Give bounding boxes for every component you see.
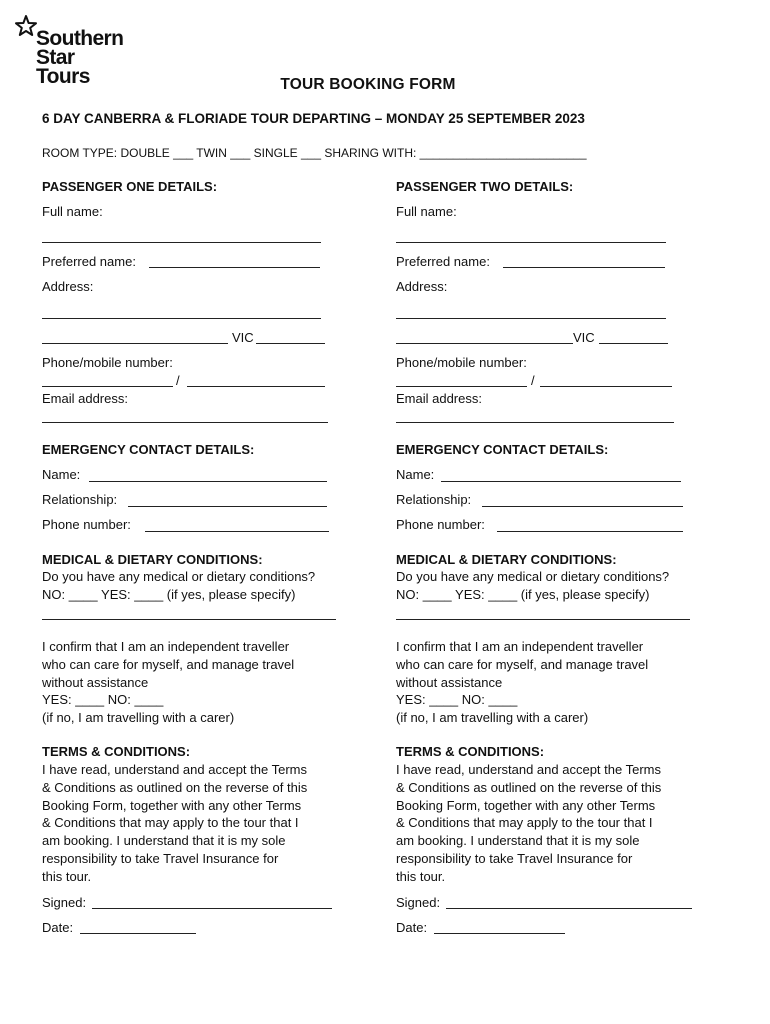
passenger-one-heading: PASSENGER ONE DETAILS: [42,179,218,194]
terms-line7: this tour. [42,869,92,884]
mobile-field[interactable] [540,386,672,387]
address-label: Address: [396,279,448,294]
independent-carer-note: (if no, I am travelling with a carer) [396,710,589,725]
emergency-relationship-label: Relationship: [396,492,472,507]
medical-heading: MEDICAL & DIETARY CONDITIONS: [396,552,617,567]
passenger-two-heading: PASSENGER TWO DETAILS: [396,179,574,194]
preferred-name-field[interactable] [503,267,665,268]
address-suburb-field[interactable] [396,343,573,344]
independent-line2: who can care for myself, and manage travel [396,657,649,672]
signature-field[interactable] [92,908,332,909]
independent-line3: without assistance [42,675,149,690]
state-label: VIC [232,330,254,345]
full-name-field[interactable] [42,242,321,243]
medical-heading: MEDICAL & DIETARY CONDITIONS: [42,552,263,567]
date-field[interactable] [80,933,196,934]
emergency-phone-field[interactable] [145,531,329,532]
emergency-phone-field[interactable] [497,531,683,532]
preferred-name-label: Preferred name: [42,254,136,269]
terms-line4: & Conditions that may apply to the tour that I [396,815,653,830]
medical-answer-line[interactable]: NO: ____ YES: ____ (if yes, please specify) [42,587,296,602]
signature-field[interactable] [446,908,692,909]
address-label: Address: [42,279,94,294]
phone-field[interactable] [396,386,527,387]
address-field-line1[interactable] [396,318,666,319]
terms-line3: Booking Form, together with any other Terms [42,798,302,813]
phone-label: Phone/mobile number: [396,355,527,370]
phone-label: Phone/mobile number: [42,355,173,370]
medical-question: Do you have any medical or dietary conditions? [42,569,316,584]
terms-line6: responsibility to take Travel Insurance for [396,851,633,866]
email-label: Email address: [396,391,482,406]
tour-title: 6 DAY CANBERRA & FLORIADE TOUR DEPARTING – MONDAY 25 SEPTEMBER 2023 [42,111,585,126]
medical-specify-field[interactable] [42,619,336,620]
emergency-phone-label: Phone number: [396,517,485,532]
phone-field[interactable] [42,386,173,387]
full-name-label: Full name: [396,204,457,219]
logo-wordmark: Southern Star Tours [36,27,124,88]
emergency-heading: EMERGENCY CONTACT DETAILS: [396,442,609,457]
room-type-line[interactable]: ROOM TYPE: DOUBLE ___ TWIN ___ SINGLE ___ SHARING WITH: _________________________ [42,146,587,160]
signed-label: Signed: [396,895,441,910]
terms-line3: Booking Form, together with any other Terms [396,798,656,813]
full-name-label: Full name: [42,204,103,219]
terms-line1: I have read, understand and accept the Terms [42,762,307,777]
medical-specify-field[interactable] [396,619,690,620]
emergency-relationship-field[interactable] [128,506,327,507]
independent-line1: I confirm that I am an independent traveller [396,639,644,654]
independent-yes-no[interactable]: YES: ____ NO: ____ [42,692,164,707]
date-field[interactable] [434,933,565,934]
emergency-heading: EMERGENCY CONTACT DETAILS: [42,442,255,457]
emergency-name-field[interactable] [89,481,327,482]
terms-line5: am booking. I understand that it is my sole [396,833,640,848]
emergency-name-label: Name: [396,467,435,482]
terms-line6: responsibility to take Travel Insurance for [42,851,279,866]
preferred-name-label: Preferred name: [396,254,490,269]
emergency-phone-label: Phone number: [42,517,131,532]
postcode-field[interactable] [256,343,325,344]
emergency-name-label: Name: [42,467,81,482]
phone-separator: / [176,373,180,388]
terms-line7: this tour. [396,869,446,884]
date-label: Date: [42,920,74,935]
terms-line2: & Conditions as outlined on the reverse of this [396,780,662,795]
terms-heading: TERMS & CONDITIONS: [42,744,191,759]
medical-question: Do you have any medical or dietary conditions? [396,569,670,584]
independent-yes-no[interactable]: YES: ____ NO: ____ [396,692,518,707]
terms-line2: & Conditions as outlined on the reverse of this [42,780,308,795]
phone-separator: / [531,373,535,388]
signed-label: Signed: [42,895,87,910]
independent-line1: I confirm that I am an independent traveller [42,639,290,654]
form-title: TOUR BOOKING FORM [280,76,456,93]
address-suburb-field[interactable] [42,343,228,344]
emergency-relationship-field[interactable] [482,506,683,507]
date-label: Date: [396,920,428,935]
medical-answer-line[interactable]: NO: ____ YES: ____ (if yes, please specify) [396,587,650,602]
star-icon [14,14,38,38]
postcode-field[interactable] [599,343,668,344]
independent-carer-note: (if no, I am travelling with a carer) [42,710,235,725]
terms-line1: I have read, understand and accept the Terms [396,762,661,777]
terms-line4: & Conditions that may apply to the tour that I [42,815,299,830]
email-field[interactable] [396,422,674,423]
terms-line5: am booking. I understand that it is my sole [42,833,286,848]
state-label: VIC [573,330,595,345]
emergency-name-field[interactable] [441,481,681,482]
terms-heading: TERMS & CONDITIONS: [396,744,545,759]
emergency-relationship-label: Relationship: [42,492,118,507]
independent-line2: who can care for myself, and manage travel [42,657,295,672]
email-label: Email address: [42,391,128,406]
full-name-field[interactable] [396,242,666,243]
preferred-name-field[interactable] [149,267,320,268]
email-field[interactable] [42,422,328,423]
address-field-line1[interactable] [42,318,321,319]
independent-line3: without assistance [396,675,503,690]
mobile-field[interactable] [187,386,325,387]
